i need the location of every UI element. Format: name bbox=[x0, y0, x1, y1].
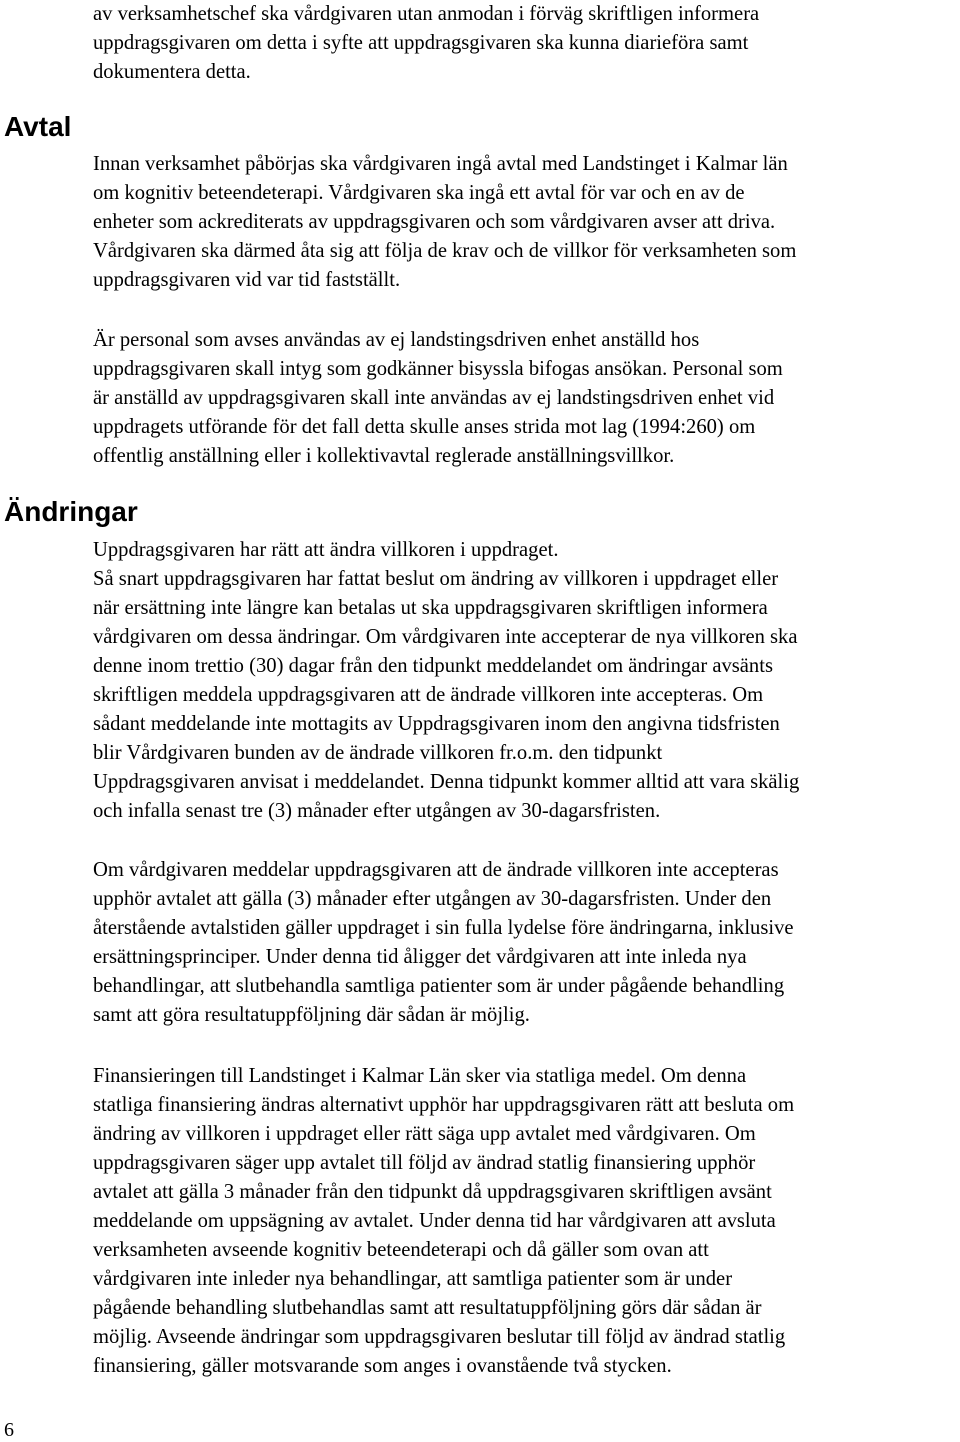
text-line: om kognitiv beteendeterapi. Vårdgivaren ska ingå ett avtal för var och en av de bbox=[93, 182, 745, 204]
text-line: denne inom trettio (30) dagar från den tidpunkt meddelandet om ändringar avsänts bbox=[93, 655, 773, 677]
text-line: behandlingar, att slutbehandla samtliga patienter som är under pågående behandling bbox=[93, 975, 785, 997]
text-line: Så snart uppdragsgivaren har fattat beslut om ändring av villkoren i uppdraget eller bbox=[93, 568, 779, 590]
text-line: och infalla senast tre (3) månader efter utgången av 30-dagarsfristen. bbox=[93, 800, 661, 822]
text-line: statliga finansiering ändras alternativt upphör har uppdragsgivaren rätt att besluta om bbox=[93, 1094, 795, 1116]
text-line: Är personal som avses användas av ej landstingsdriven enhet anställd hos bbox=[93, 329, 700, 351]
text-line: samt att göra resultatuppföljning där sådan är möjlig. bbox=[93, 1004, 530, 1026]
text-line: skriftligen meddela uppdragsgivaren att de ändrade villkoren inte accepteras. Om bbox=[93, 684, 764, 706]
text-line: uppdragsgivaren skall intyg som godkänner bisyssla bifogas ansökan. Personal som bbox=[93, 358, 783, 380]
text-line: enheter som ackrediterats av uppdragsgivaren och som vårdgivaren avser att driva. bbox=[93, 211, 776, 233]
text-line: finansiering, gäller motsvarande som anges i ovanstående två stycken. bbox=[93, 1355, 672, 1377]
section-heading-andringar: Ändringar bbox=[4, 496, 138, 527]
text-line: möjlig. Avseende ändringar som uppdragsgivaren beslutar till följd av ändrad statlig bbox=[93, 1326, 786, 1348]
paragraph-andringar bbox=[93, 536, 960, 826]
text-line: Innan verksamhet påbörjas ska vårdgivaren ingå avtal med Landstinget i Kalmar län bbox=[93, 153, 788, 175]
text-line: av verksamhetschef ska vårdgivaren utan anmodan i förväg skriftligen informera bbox=[93, 3, 760, 25]
text-line: pågående behandling slutbehandlas samt att resultatuppföljning görs där sådan är bbox=[93, 1297, 762, 1319]
text-line: vårdgivaren om dessa ändringar. Om vårdgivaren inte accepterar de nya villkoren ska bbox=[93, 626, 798, 648]
text-line: ersättningsprinciper. Under denna tid åligger det vårdgivaren att inte inleda nya bbox=[93, 946, 747, 968]
section-heading-avtal: Avtal bbox=[4, 111, 72, 142]
text-line: sådant meddelande inte mottagits av Uppdragsgivaren inom den angivna tidsfristen bbox=[93, 713, 780, 735]
text-line: Vårdgivaren ska därmed åta sig att följa de krav och de villkor för verksamheten som bbox=[93, 240, 797, 262]
paragraph-intro bbox=[93, 0, 960, 87]
text-line: blir Vårdgivaren bunden av de ändrade villkoren fr.o.m. den tidpunkt bbox=[93, 742, 663, 764]
text-line: uppdragets utförande för det fall detta skulle anses strida mot lag (1994:260) om bbox=[93, 416, 756, 438]
page-number: 6 bbox=[4, 1419, 14, 1441]
text-line: Uppdragsgivaren har rätt att ändra villkoren i uppdraget. bbox=[93, 539, 559, 561]
text-line: Uppdragsgivaren anvisat i meddelandet. Denna tidpunkt kommer alltid att vara skälig bbox=[93, 771, 800, 793]
paragraph-avtal bbox=[93, 150, 960, 295]
text-line: vårdgivaren inte inleder nya behandlingar, att samtliga patienter som är under bbox=[93, 1268, 733, 1290]
paragraph-personal bbox=[93, 326, 960, 471]
text-line: uppdragsgivaren om detta i syfte att uppdragsgivaren ska kunna diarieföra samt bbox=[93, 32, 749, 54]
text-line: ändring av villkoren i uppdraget eller rätt säga upp avtalet med vårdgivaren. Om bbox=[93, 1123, 756, 1145]
text-line: meddelande om uppsägning av avtalet. Under denna tid har vårdgivaren att avsluta bbox=[93, 1210, 776, 1232]
text-line: Om vårdgivaren meddelar uppdragsgivaren att de ändrade villkoren inte accepteras bbox=[93, 859, 779, 881]
text-line: när ersättning inte längre kan betalas ut ska uppdragsgivaren skriftligen informera bbox=[93, 597, 768, 619]
text-line: dokumentera detta. bbox=[93, 61, 251, 83]
text-line: återstående avtalstiden gäller uppdraget i sin fulla lydelse före ändringarna, inklusive bbox=[93, 917, 794, 939]
paragraph-ej-accepterade bbox=[93, 856, 960, 1030]
text-line: är anställd av uppdragsgivaren skall inte användas av ej landstingsdriven enhet vid bbox=[93, 387, 775, 409]
text-line: verksamheten avseende kognitiv beteendeterapi och då gäller som ovan att bbox=[93, 1239, 709, 1261]
paragraph-finansiering bbox=[93, 1062, 960, 1381]
text-line: avtalet att gälla 3 månader från den tidpunkt då uppdragsgivaren skriftligen avsänt bbox=[93, 1181, 772, 1203]
text-line: uppdragsgivaren säger upp avtalet till följd av ändrad statlig finansiering upphör bbox=[93, 1152, 756, 1174]
text-line: uppdragsgivaren vid var tid fastställt. bbox=[93, 269, 401, 291]
text-line: Finansieringen till Landstinget i Kalmar Län sker via statliga medel. Om denna bbox=[93, 1065, 747, 1087]
text-line: offentlig anställning eller i kollektivavtal reglerade anställningsvillkor. bbox=[93, 445, 675, 467]
text-line: upphör avtalet att gälla (3) månader efter utgången av 30-dagarsfristen. Under den bbox=[93, 888, 772, 910]
